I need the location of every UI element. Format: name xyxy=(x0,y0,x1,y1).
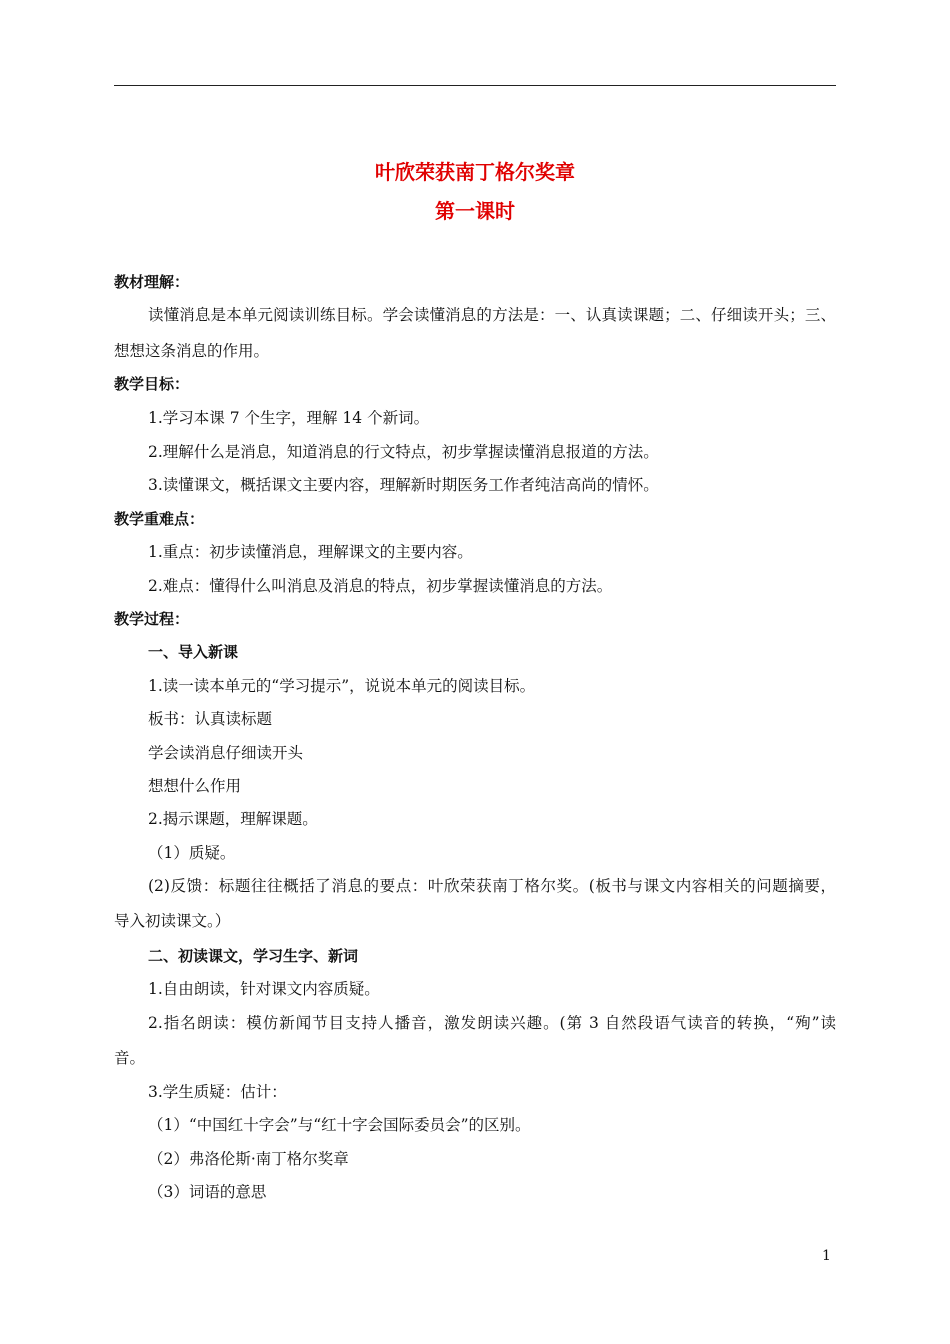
part1-line-1: 1.读一读本单元的“学习提示”，说说本单元的阅读目标。 xyxy=(148,677,536,695)
part1-line-7b: 导入初读课文。） xyxy=(114,912,231,930)
goal-item-1: 1.学习本课 7 个生字，理解 14 个新词。 xyxy=(148,409,430,427)
keypoint-item-2: 2.难点：懂得什么叫消息及消息的特点，初步掌握读懂消息的方法。 xyxy=(148,577,613,595)
section-heading-goals: 教学目标： xyxy=(114,375,190,393)
part2-line-1: 1.自由朗读，针对课文内容质疑。 xyxy=(148,980,380,998)
header-rule xyxy=(114,85,836,86)
material-paragraph-line-2: 想想这条消息的作用。 xyxy=(114,342,270,360)
keypoint-item-1: 1.重点：初步读懂消息，理解课文的主要内容。 xyxy=(148,543,473,561)
part1-line-2: 板书：认真读标题 xyxy=(148,710,273,728)
part2-heading: 二、初读课文，学习生字、新词 xyxy=(148,947,359,965)
part1-heading: 一、导入新课 xyxy=(148,643,239,661)
material-paragraph-line-1: 读懂消息是本单元阅读训练目标。学会读懂消息的方法是：一、认真读课题；二、仔细读开头；三、 xyxy=(148,306,836,324)
section-heading-material: 教材理解： xyxy=(114,273,190,291)
part2-line-3: 3.学生质疑：估计： xyxy=(148,1083,287,1101)
part2-line-4: （1）“中国红十字会”与“红十字会国际委员会”的区别。 xyxy=(148,1116,531,1134)
page-number: 1 xyxy=(822,1248,831,1264)
part1-line-5: 2.揭示课题，理解课题。 xyxy=(148,810,318,828)
section-heading-keypoints: 教学重难点： xyxy=(114,510,205,528)
document-title: 叶欣荣获南丁格尔奖章 xyxy=(375,160,575,184)
part2-line-2b: 音。 xyxy=(114,1049,146,1067)
goal-item-3: 3.读懂课文，概括课文主要内容，理解新时期医务工作者纯洁高尚的情怀。 xyxy=(148,476,659,494)
part2-line-5: （2）弗洛伦斯·南丁格尔奖章 xyxy=(148,1150,349,1168)
part1-line-3: 学会读消息仔细读开头 xyxy=(148,744,304,762)
part1-line-7a: (2)反馈：标题往往概括了消息的要点：叶欣荣获南丁格尔奖。(板书与课文内容相关的问题摘要， xyxy=(148,877,836,895)
part1-line-6: （1）质疑。 xyxy=(148,844,236,862)
section-heading-process: 教学过程： xyxy=(114,610,190,628)
part2-line-6: （3）词语的意思 xyxy=(148,1183,267,1201)
goal-item-2: 2.理解什么是消息，知道消息的行文特点，初步掌握读懂消息报道的方法。 xyxy=(148,443,659,461)
part1-line-4: 想想什么作用 xyxy=(148,777,242,795)
document-subtitle: 第一课时 xyxy=(435,199,515,223)
part2-line-2a: 2.指名朗读：模仿新闻节目支持人播音，激发朗读兴趣。(第 3 自然段语气读音的转换，“殉”读 xyxy=(148,1014,836,1032)
